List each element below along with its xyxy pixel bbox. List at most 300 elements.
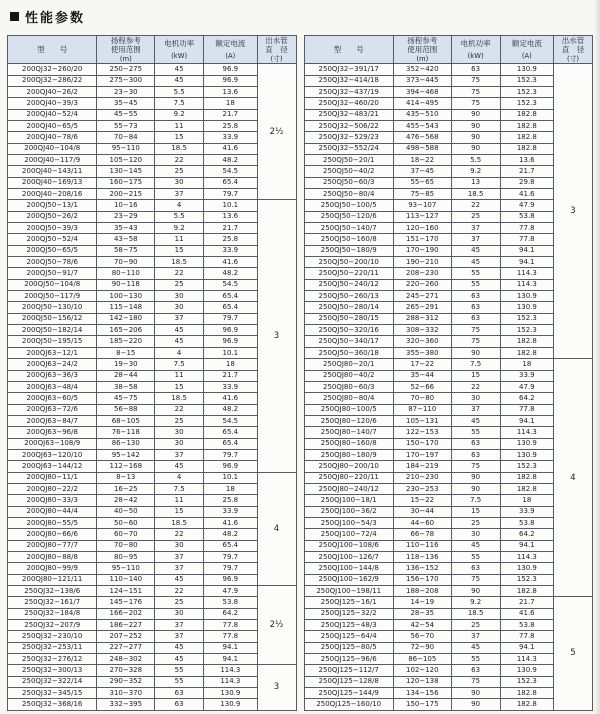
current-cell: 41.6: [500, 608, 553, 619]
table-row: [304, 495, 593, 506]
power-cell: 13: [451, 177, 500, 188]
table-row: [304, 665, 593, 676]
range-cell: 52−66: [393, 381, 451, 392]
range-cell: 30−44: [393, 506, 451, 517]
table-row: [304, 552, 593, 563]
range-cell: 245−271: [393, 291, 451, 302]
table-row: [8, 291, 297, 302]
range-cell: 70−90: [97, 257, 155, 268]
model-cell: 200QJ40−143/11: [8, 166, 97, 177]
model-cell: 250QJ125−48/3: [304, 620, 393, 631]
power-cell: 37: [451, 223, 500, 234]
table-row: [8, 620, 297, 631]
header-current: 额定电流 (A): [204, 36, 257, 64]
diameter-group-cell: 3: [257, 665, 296, 711]
range-cell: 45−55: [97, 109, 155, 120]
model-cell: 200QJ63−96/8: [8, 427, 97, 438]
power-cell: 90: [451, 347, 500, 358]
table-row: [8, 540, 297, 551]
page-title: 性能参数: [25, 11, 86, 26]
table-row: [8, 631, 297, 642]
model-cell: 250QJ80−180/9: [304, 449, 393, 460]
range-cell: 50−60: [97, 517, 155, 528]
power-cell: 7.5: [155, 483, 204, 494]
power-cell: 45: [155, 642, 204, 653]
power-cell: 37: [155, 449, 204, 460]
current-cell: 53.8: [500, 517, 553, 528]
model-cell: 250QJ32−437/19: [304, 86, 393, 97]
range-cell: 151−170: [393, 234, 451, 245]
current-cell: 152.3: [500, 75, 553, 86]
range-cell: 186−227: [97, 620, 155, 631]
current-cell: 77.8: [204, 631, 257, 642]
range-cell: 115−148: [97, 302, 155, 313]
current-cell: 13.6: [500, 154, 553, 165]
table-row: [304, 211, 593, 222]
power-cell: 18.5: [451, 608, 500, 619]
power-cell: 4: [155, 200, 204, 211]
table-row: [304, 529, 593, 540]
range-cell: 60−70: [97, 529, 155, 540]
power-cell: 55: [451, 279, 500, 290]
model-cell: 200QJ63−72/6: [8, 404, 97, 415]
current-cell: 53.8: [204, 597, 257, 608]
table-row: [304, 234, 593, 245]
current-cell: 18: [500, 359, 553, 370]
range-cell: 110−140: [97, 574, 155, 585]
table-row: [8, 563, 297, 574]
table-row: [8, 200, 297, 211]
range-cell: 156−170: [393, 574, 451, 585]
current-cell: 10.1: [204, 347, 257, 358]
model-cell: 200QJ63−84/7: [8, 415, 97, 426]
table-row: [8, 302, 297, 313]
range-cell: 42−54: [393, 620, 451, 631]
range-cell: 352−420: [393, 64, 451, 75]
current-cell: 21.7: [204, 223, 257, 234]
header-diameter: 出水管 直 径 (寸): [257, 36, 296, 64]
current-cell: 41.6: [204, 517, 257, 528]
current-cell: 96.9: [204, 336, 257, 347]
power-cell: 25: [451, 517, 500, 528]
model-cell: 250QJ32−460/20: [304, 98, 393, 109]
table-row: [8, 268, 297, 279]
power-cell: 75: [451, 461, 500, 472]
power-cell: 75: [451, 325, 500, 336]
model-cell: 250QJ32−300/13: [8, 665, 97, 676]
model-cell: 250QJ50−200/10: [304, 257, 393, 268]
table-row: [304, 393, 593, 404]
current-cell: 94.1: [204, 654, 257, 665]
current-cell: 77.8: [204, 620, 257, 631]
table-row: [304, 154, 593, 165]
power-cell: 45: [155, 75, 204, 86]
current-cell: 114.3: [500, 279, 553, 290]
table-row: [304, 654, 593, 665]
power-cell: 11: [155, 370, 204, 381]
range-cell: 28−44: [97, 370, 155, 381]
range-cell: 435−510: [393, 109, 451, 120]
model-cell: 200QJ63−48/4: [8, 381, 97, 392]
current-cell: 79.7: [204, 313, 257, 324]
table-row: [304, 223, 593, 234]
model-cell: 200QJ80−44/4: [8, 506, 97, 517]
model-cell: 200QJ80−55/5: [8, 517, 97, 528]
model-cell: 250QJ50−240/12: [304, 279, 393, 290]
table-row: [304, 574, 593, 585]
current-cell: 114.3: [204, 665, 257, 676]
model-cell: 200QJ80−88/8: [8, 552, 97, 563]
current-cell: 77.8: [500, 631, 553, 642]
power-cell: 55: [451, 427, 500, 438]
model-cell: 250QJ50−100/5: [304, 200, 393, 211]
current-cell: 130.9: [500, 665, 553, 676]
power-cell: 30: [155, 427, 204, 438]
power-cell: 63: [451, 449, 500, 460]
model-cell: 200QJ80−22/2: [8, 483, 97, 494]
range-cell: 28−35: [393, 608, 451, 619]
range-cell: 124−151: [97, 586, 155, 597]
table-row: [304, 540, 593, 551]
table-row: [8, 154, 297, 165]
range-cell: 270−328: [97, 665, 155, 676]
current-cell: 64.2: [500, 529, 553, 540]
range-cell: 290−352: [97, 676, 155, 687]
model-cell: 250QJ125−96/6: [304, 654, 393, 665]
model-cell: 250QJ32−391/17: [304, 64, 393, 75]
diameter-group-cell: 4: [554, 359, 593, 597]
power-cell: 63: [451, 438, 500, 449]
current-cell: 53.8: [500, 211, 553, 222]
model-cell: 250QJ100−162/9: [304, 574, 393, 585]
model-cell: 250QJ50−280/14: [304, 302, 393, 313]
table-row: [304, 461, 593, 472]
power-cell: 7.5: [451, 495, 500, 506]
range-cell: 275−300: [97, 75, 155, 86]
model-cell: 250QJ80−220/11: [304, 472, 393, 483]
model-cell: 200QJ80−33/3: [8, 495, 97, 506]
table-row: [304, 347, 593, 358]
power-cell: 30: [155, 291, 204, 302]
table-row: [8, 642, 297, 653]
model-cell: 200QJ50−13/1: [8, 200, 97, 211]
current-cell: 33.9: [204, 132, 257, 143]
range-cell: 38−58: [97, 381, 155, 392]
table-row: [304, 245, 593, 256]
power-cell: 25: [155, 279, 204, 290]
power-cell: 15: [451, 506, 500, 517]
current-cell: 152.3: [500, 98, 553, 109]
range-cell: 90−118: [97, 279, 155, 290]
model-cell: 250QJ100−126/7: [304, 552, 393, 563]
model-cell: 200QJ80−121/11: [8, 574, 97, 585]
current-cell: 47.9: [500, 200, 553, 211]
range-cell: 55−65: [393, 177, 451, 188]
current-cell: 152.3: [500, 461, 553, 472]
table-row: [8, 211, 297, 222]
table-row: [8, 359, 297, 370]
range-cell: 18−22: [393, 154, 451, 165]
header-row: [304, 36, 593, 64]
model-cell: 250QJ50−280/15: [304, 313, 393, 324]
power-cell: 45: [155, 461, 204, 472]
table-row: [8, 427, 297, 438]
power-cell: 4: [155, 472, 204, 483]
range-cell: 498−588: [393, 143, 451, 154]
model-cell: 250QJ32−184/8: [8, 608, 97, 619]
model-cell: 250QJ100−72/4: [304, 529, 393, 540]
range-cell: 8−15: [97, 347, 155, 358]
table-row: [304, 688, 593, 699]
table-body-right: [304, 64, 593, 711]
current-cell: 10.1: [204, 472, 257, 483]
power-cell: 18.5: [155, 257, 204, 268]
table-row: [304, 676, 593, 687]
table-row: [8, 370, 297, 381]
model-cell: 250QJ50−160/8: [304, 234, 393, 245]
power-cell: 90: [451, 109, 500, 120]
range-cell: 200−215: [97, 189, 155, 200]
range-cell: 16−25: [97, 483, 155, 494]
range-cell: 166−202: [97, 608, 155, 619]
model-cell: 250QJ80−40/2: [304, 370, 393, 381]
table-row: [8, 234, 297, 245]
current-cell: 64.2: [500, 393, 553, 404]
model-cell: 250QJ100−18/1: [304, 495, 393, 506]
table-row: [8, 461, 297, 472]
power-cell: 22: [155, 529, 204, 540]
model-cell: 250QJ100−198/11: [304, 586, 393, 597]
model-cell: 200QJ80−77/7: [8, 540, 97, 551]
current-cell: 18: [204, 483, 257, 494]
table-row: [304, 472, 593, 483]
model-cell: 250QJ32−276/12: [8, 654, 97, 665]
table-row: [8, 393, 297, 404]
model-cell: 200QJ50−91/7: [8, 268, 97, 279]
current-cell: 33.9: [500, 370, 553, 381]
model-cell: 250QJ50−340/17: [304, 336, 393, 347]
model-cell: 250QJ125−64/4: [304, 631, 393, 642]
table-row: [304, 166, 593, 177]
table-row: [304, 143, 593, 154]
model-cell: 250QJ32−161/7: [8, 597, 97, 608]
power-cell: 9.2: [155, 109, 204, 120]
range-cell: 230−253: [393, 483, 451, 494]
table-row: [304, 268, 593, 279]
range-cell: 207−252: [97, 631, 155, 642]
current-cell: 21.7: [500, 597, 553, 608]
table-row: [8, 665, 297, 676]
range-cell: 310−370: [97, 688, 155, 699]
power-cell: 75: [451, 75, 500, 86]
header-power: 电机功率 (kW): [451, 36, 500, 64]
current-cell: 25.8: [204, 495, 257, 506]
range-cell: 55−73: [97, 120, 155, 131]
model-cell: 250QJ100−54/3: [304, 517, 393, 528]
power-cell: 25: [451, 211, 500, 222]
current-cell: 21.7: [204, 370, 257, 381]
table-row: [304, 608, 593, 619]
range-cell: 86−130: [97, 438, 155, 449]
current-cell: 96.9: [204, 461, 257, 472]
power-cell: 45: [451, 415, 500, 426]
model-cell: 250QJ80−240/12: [304, 483, 393, 494]
power-cell: 18.5: [451, 189, 500, 200]
current-cell: 182.8: [500, 120, 553, 131]
power-cell: 11: [155, 495, 204, 506]
range-cell: 8−13: [97, 472, 155, 483]
range-cell: 72−90: [393, 642, 451, 653]
current-cell: 130.9: [500, 302, 553, 313]
power-cell: 63: [451, 665, 500, 676]
range-cell: 105−120: [97, 154, 155, 165]
power-cell: 22: [155, 586, 204, 597]
model-cell: 250QJ125−16/1: [304, 597, 393, 608]
power-cell: 22: [451, 200, 500, 211]
table-row: [304, 325, 593, 336]
model-cell: 250QJ32−230/10: [8, 631, 97, 642]
model-cell: 200QJ40−117/9: [8, 154, 97, 165]
header-model: 型 号: [8, 36, 97, 64]
range-cell: 118−136: [393, 552, 451, 563]
model-cell: 250QJ32−207/9: [8, 620, 97, 631]
table-row: [8, 325, 297, 336]
power-cell: 63: [451, 302, 500, 313]
power-cell: 15: [155, 381, 204, 392]
power-cell: 55: [451, 268, 500, 279]
range-cell: 35−45: [97, 98, 155, 109]
table-row: [304, 631, 593, 642]
table-row: [304, 483, 593, 494]
current-cell: 182.8: [500, 699, 553, 711]
power-cell: 37: [451, 234, 500, 245]
power-cell: 15: [155, 506, 204, 517]
table-row: [8, 495, 297, 506]
range-cell: 170−197: [393, 449, 451, 460]
range-cell: 220−260: [393, 279, 451, 290]
range-cell: 373−445: [393, 75, 451, 86]
model-cell: 250QJ125−144/9: [304, 688, 393, 699]
model-cell: 250QJ80−140/7: [304, 427, 393, 438]
model-cell: 200QJ80−99/9: [8, 563, 97, 574]
range-cell: 150−175: [393, 699, 451, 711]
power-cell: 45: [451, 642, 500, 653]
current-cell: 79.7: [204, 563, 257, 574]
range-cell: 248−302: [97, 654, 155, 665]
model-cell: 200QJ50−104/8: [8, 279, 97, 290]
current-cell: 18: [500, 495, 553, 506]
model-cell: 250QJ80−120/6: [304, 415, 393, 426]
table-row: [8, 597, 297, 608]
table-row: [304, 642, 593, 653]
range-cell: 185−220: [97, 336, 155, 347]
current-cell: 18: [204, 359, 257, 370]
table-row: [8, 120, 297, 131]
power-cell: 90: [451, 143, 500, 154]
current-cell: 182.8: [500, 472, 553, 483]
current-cell: 48.2: [204, 404, 257, 415]
power-cell: 55: [451, 654, 500, 665]
current-cell: 94.1: [204, 642, 257, 653]
table-row: [8, 98, 297, 109]
model-cell: 250QJ125−160/10: [304, 699, 393, 711]
range-cell: 188−208: [393, 586, 451, 597]
current-cell: 79.7: [204, 449, 257, 460]
current-cell: 53.8: [500, 620, 553, 631]
range-cell: 134−156: [393, 688, 451, 699]
table-row: [8, 506, 297, 517]
current-cell: 65.4: [204, 302, 257, 313]
current-cell: 64.2: [204, 608, 257, 619]
power-cell: 45: [451, 245, 500, 256]
current-cell: 18: [204, 98, 257, 109]
model-cell: 250QJ50−260/13: [304, 291, 393, 302]
range-cell: 43−58: [97, 234, 155, 245]
range-cell: 105−131: [393, 415, 451, 426]
current-cell: 96.9: [204, 325, 257, 336]
model-cell: 250QJ32−322/14: [8, 676, 97, 687]
power-cell: 15: [155, 132, 204, 143]
current-cell: 33.9: [204, 245, 257, 256]
model-cell: 250QJ125−80/5: [304, 642, 393, 653]
power-cell: 45: [155, 336, 204, 347]
current-cell: 33.9: [204, 381, 257, 392]
table-row: [8, 166, 297, 177]
table-row: [8, 404, 297, 415]
power-cell: 30: [155, 302, 204, 313]
model-cell: 250QJ50−120/6: [304, 211, 393, 222]
header-diameter: 出水管 直 径 (寸): [554, 36, 593, 64]
table-row: [304, 291, 593, 302]
table-row: [8, 223, 297, 234]
model-cell: 250QJ100−108/6: [304, 540, 393, 551]
table-row: [304, 563, 593, 574]
model-cell: 200QJ40−104/8: [8, 143, 97, 154]
table-row: [8, 143, 297, 154]
current-cell: 54.5: [204, 415, 257, 426]
power-cell: 30: [155, 177, 204, 188]
model-cell: 200QJ32−260/20: [8, 64, 97, 75]
range-cell: 208−230: [393, 268, 451, 279]
range-cell: 70−80: [97, 540, 155, 551]
table-row: [304, 415, 593, 426]
current-cell: 96.9: [204, 574, 257, 585]
current-cell: 25.8: [204, 120, 257, 131]
table-row: [8, 75, 297, 86]
table-row: [304, 257, 593, 268]
model-cell: 250QJ80−200/10: [304, 461, 393, 472]
power-cell: 90: [451, 586, 500, 597]
model-cell: 200QJ50−130/10: [8, 302, 97, 313]
table-row: [8, 586, 297, 597]
current-cell: 41.6: [204, 393, 257, 404]
model-cell: 200QJ50−65/5: [8, 245, 97, 256]
table-row: [304, 404, 593, 415]
diameter-group-cell: 4: [257, 472, 296, 585]
power-cell: 37: [155, 552, 204, 563]
range-cell: 80−95: [97, 552, 155, 563]
current-cell: 152.3: [500, 574, 553, 585]
current-cell: 79.7: [204, 189, 257, 200]
range-cell: 15−22: [393, 495, 451, 506]
current-cell: 182.8: [500, 688, 553, 699]
power-cell: 25: [155, 166, 204, 177]
range-cell: 23−30: [97, 86, 155, 97]
power-cell: 90: [451, 120, 500, 131]
range-cell: 112−168: [97, 461, 155, 472]
table-row: [8, 699, 297, 711]
power-cell: 45: [155, 654, 204, 665]
